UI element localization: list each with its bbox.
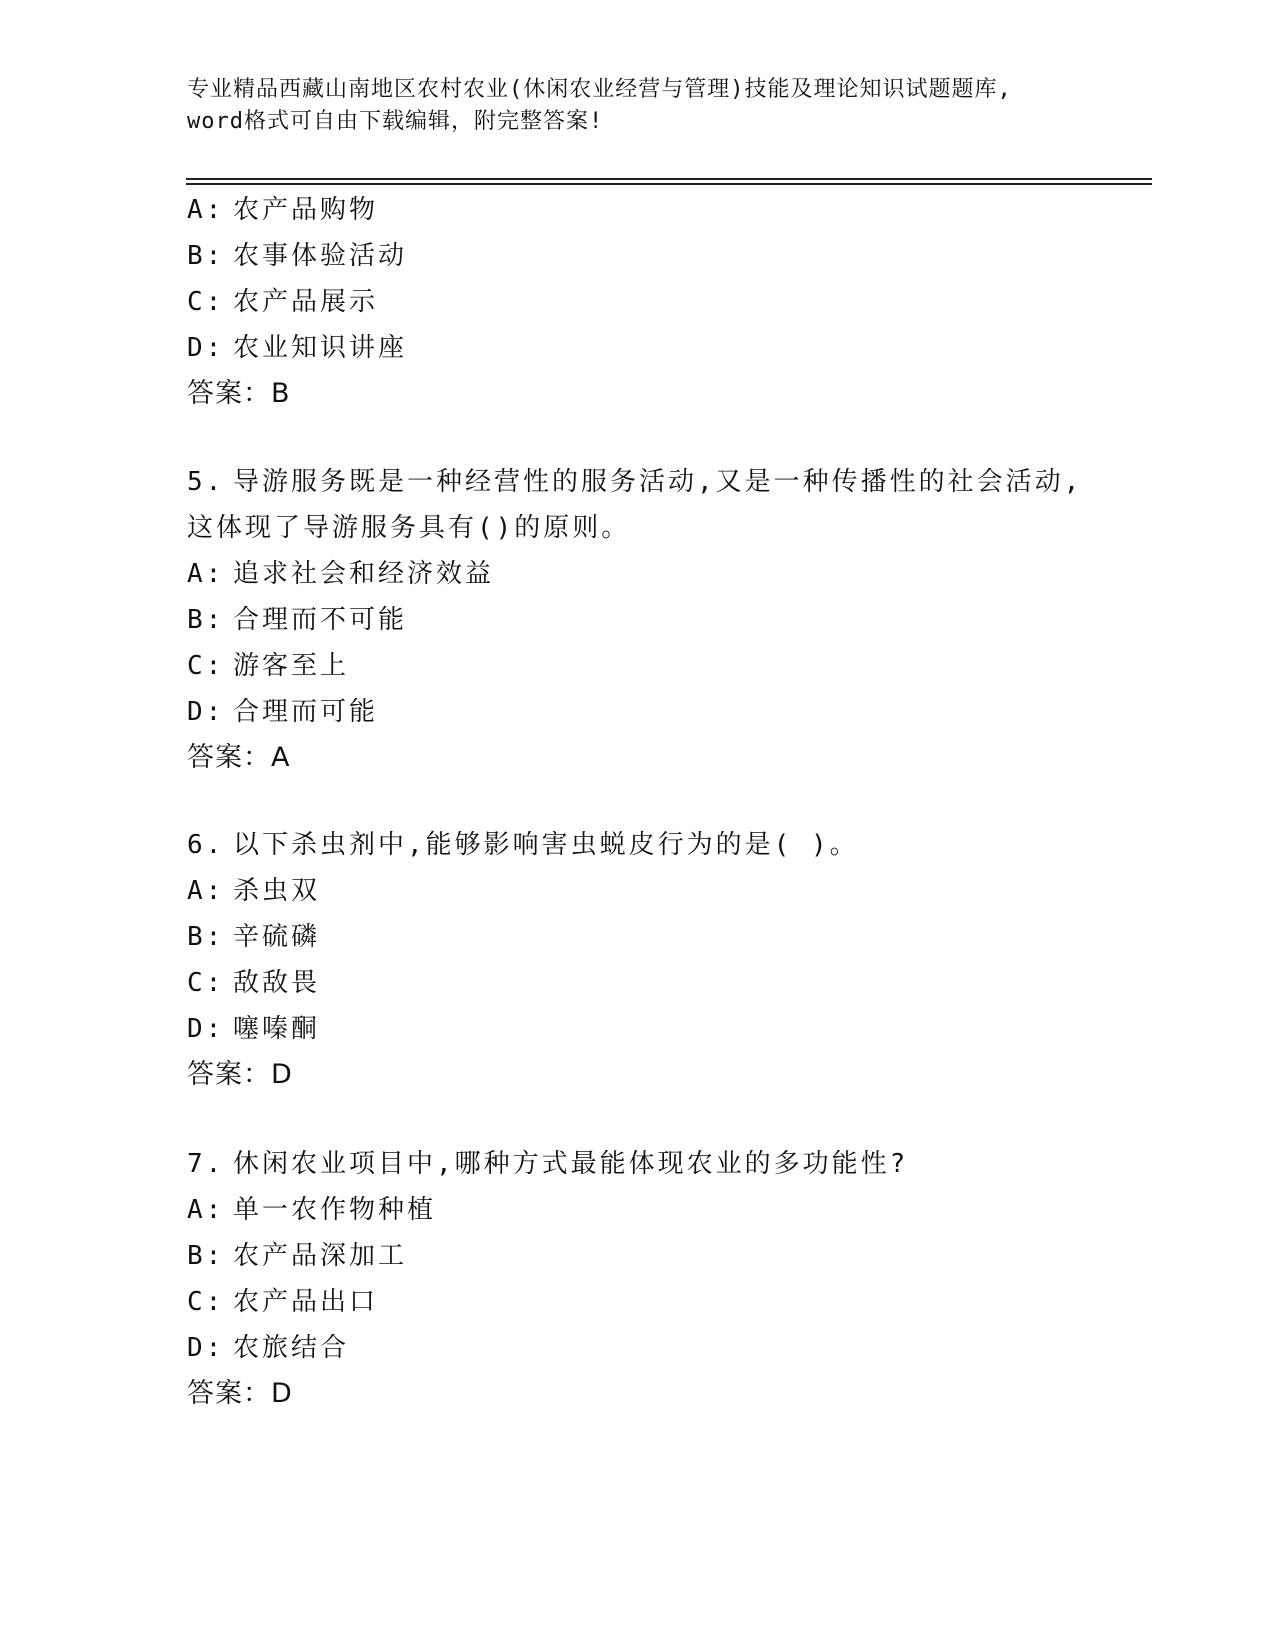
question-stem: 6. 以下杀虫剂中,能够影响害虫蜕皮行为的是( )。	[187, 822, 1147, 868]
question-stem-continued: 这体现了导游服务具有()的原则。	[187, 513, 631, 543]
question-4-tail	[187, 187, 1147, 417]
question-number: 7.	[187, 1149, 225, 1179]
question-number: 6.	[187, 830, 225, 860]
question-6	[187, 822, 1147, 1098]
option-a: A: 单一农作物种植	[187, 1195, 437, 1225]
option-b: B: 合理而不可能	[187, 605, 408, 635]
header-divider-top	[186, 178, 1152, 180]
question-stem: 5. 导游服务既是一种经营性的服务活动,又是一种传播性的社会活动,	[187, 459, 1147, 505]
option-d: D: 农业知识讲座	[187, 333, 408, 363]
option-d: D: 合理而可能	[187, 697, 379, 727]
option-b: B: 农产品深加工	[187, 1241, 408, 1271]
answer-line: 答案：A	[187, 742, 291, 773]
option-b: B: 农事体验活动	[187, 241, 408, 271]
question-5	[187, 459, 1147, 781]
option-c: C: 敌敌畏	[187, 968, 321, 998]
question-7	[187, 1141, 1147, 1417]
option-b: B: 辛硫磷	[187, 922, 321, 952]
answer-line: 答案：B	[187, 378, 291, 409]
option-c: C: 农产品出口	[187, 1287, 379, 1317]
option-d: D: 农旅结合	[187, 1333, 350, 1363]
header-title-line-1: 专业精品西藏山南地区农村农业(休闲农业经营与管理)技能及理论知识试题题库,	[187, 77, 1012, 102]
option-a: A: 追求社会和经济效益	[187, 559, 495, 589]
option-c: C: 游客至上	[187, 651, 350, 681]
question-number: 5.	[187, 467, 225, 497]
option-d: D: 噻嗪酮	[187, 1014, 321, 1044]
option-a: A: 农产品购物	[187, 195, 379, 225]
question-stem: 7. 休闲农业项目中,哪种方式最能体现农业的多功能性?	[187, 1141, 1147, 1187]
option-a: A: 杀虫双	[187, 876, 321, 906]
answer-line: 答案：D	[187, 1378, 293, 1409]
option-c: C: 农产品展示	[187, 287, 379, 317]
answer-line: 答案：D	[187, 1059, 293, 1090]
header-divider-bottom	[186, 183, 1152, 185]
header-title-line-2: word格式可自由下载编辑，附完整答案!	[187, 109, 604, 134]
document-header	[187, 74, 1087, 138]
